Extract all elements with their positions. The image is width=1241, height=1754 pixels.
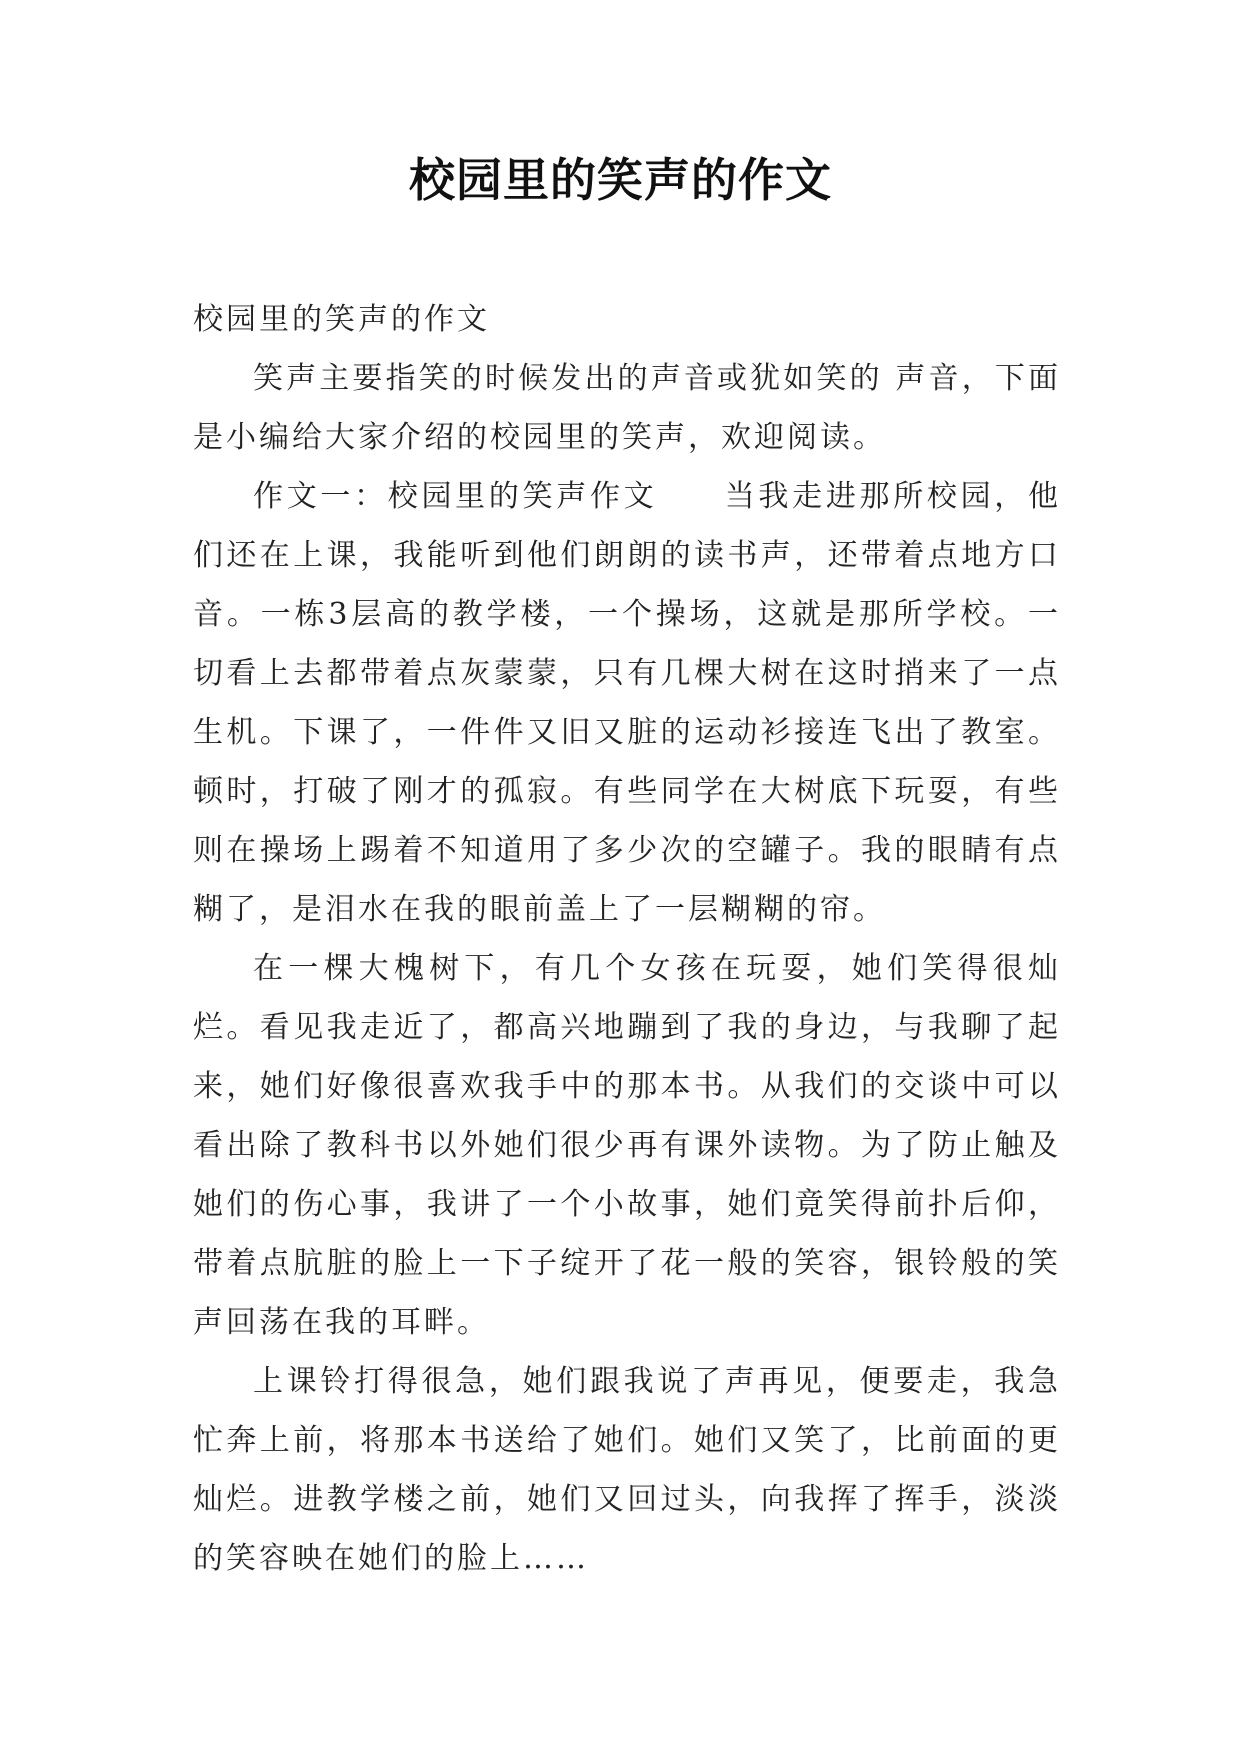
document-body: [193, 290, 1061, 1588]
body-heading: 校园里的笑声的作文: [193, 302, 490, 337]
paragraph-intro: 笑声主要指笑的时候发出的声音或犹如笑的 声音，下面是小编给大家介绍的校园里的笑声，欢迎阅读。: [193, 361, 1061, 455]
paragraph-locust-tree: 在一棵大槐树下，有几个女孩在玩耍，她们笑得很灿烂。看见我走近了，都高兴地蹦到了我的身边，与我聊了起来，她们好像很喜欢我手中的那本书。从我们的交谈中可以看出除了教科书以外她们很少再有课外读物。为了防止触及她们的伤心事，我讲了一个小故事，她们竟笑得前扑后仰，带着点肮脏的脸上一下子绽开了花一般的笑容，银铃般的笑声回荡在我的耳畔。: [193, 951, 1061, 1340]
document-title: 校园里的笑声的作文: [409, 153, 832, 207]
paragraph-bell: 上课铃打得很急，她们跟我说了声再见，便要走，我急忙奔上前，将那本书送给了她们。她们又笑了，比前面的更灿烂。进教学楼之前，她们又回过头，向我挥了挥手，淡淡的笑容映在她们的脸上……: [193, 1364, 1061, 1576]
paragraph-essay-one: 作文一：校园里的笑声作文 当我走进那所校园，他们还在上课，我能听到他们朗朗的读书声，还带着点地方口音。一栋3层高的教学楼，一个操场，这就是那所学校。一切看上去都带着点灰蒙蒙，只有几棵大树在这时捎来了一点生机。下课了，一件件又旧又脏的运动衫接连飞出了教室。顿时，打破了刚才的孤寂。有些同学在大树底下玩耍，有些则在操场上踢着不知道用了多少次的空罐子。我的眼睛有点糊了，是泪水在我的眼前盖上了一层糊糊的帘。: [193, 479, 1061, 927]
